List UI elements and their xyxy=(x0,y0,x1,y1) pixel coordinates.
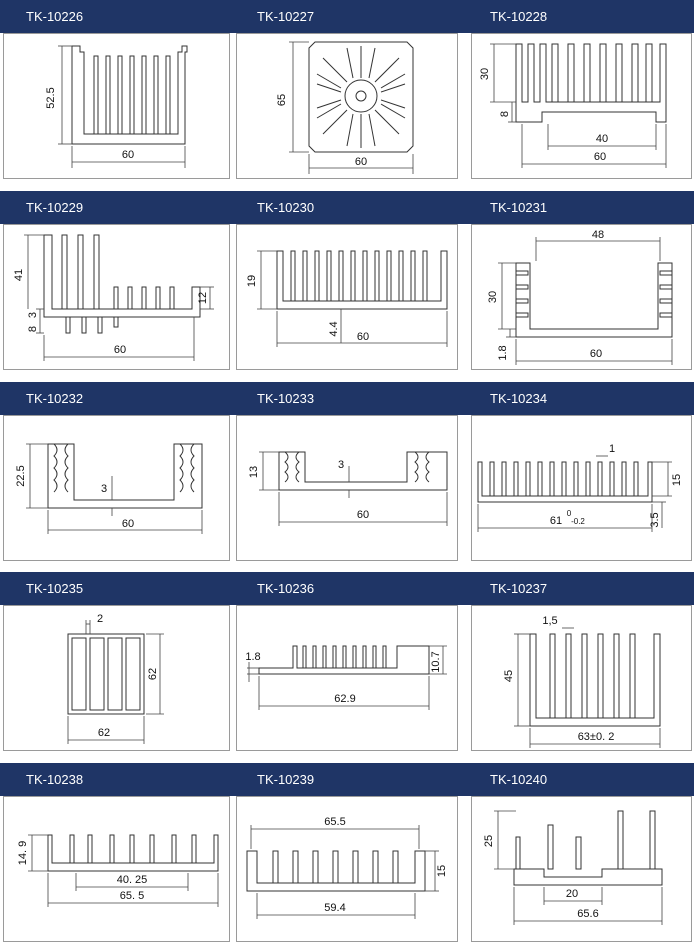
dim-height: 19 xyxy=(246,274,258,288)
dim-base: 8 xyxy=(499,110,511,118)
profile-drawing xyxy=(472,225,691,369)
dim-height: 45 xyxy=(503,669,515,683)
dim-height: 30 xyxy=(487,290,499,304)
profile-drawing xyxy=(4,416,229,560)
profile-panel-tk-10237 xyxy=(471,605,692,751)
dim-base: 3.5 xyxy=(649,512,661,528)
model-title: TK-10235 xyxy=(26,581,84,596)
model-title: TK-10236 xyxy=(257,581,315,596)
model-title: TK-10233 xyxy=(257,391,315,406)
dim-fin-gap: 2 xyxy=(96,613,104,625)
profile-panel-tk-10232 xyxy=(3,415,230,561)
dim-tolerance-upper: 0 xyxy=(566,509,572,518)
dim-inner-width: 40 xyxy=(595,133,609,145)
dim-height: 62 xyxy=(147,667,159,681)
dim-inner-width: 40. 25 xyxy=(116,874,148,886)
model-title: TK-10238 xyxy=(26,772,84,787)
dim-fin-thickness: 1,5 xyxy=(542,615,558,627)
dim-inner-width: 48 xyxy=(591,229,605,241)
dim-base: 1.8 xyxy=(497,345,509,361)
dim-tolerance-lower: -0.2 xyxy=(571,517,585,526)
profile-panel-tk-10229 xyxy=(3,224,230,370)
dim-height: 22.5 xyxy=(15,465,27,487)
dim-base: 4.4 xyxy=(328,321,340,337)
profile-drawing xyxy=(472,797,691,941)
dim-height: 15 xyxy=(436,864,448,878)
profile-panel-tk-10231 xyxy=(471,224,692,370)
model-title: TK-10234 xyxy=(490,391,548,406)
profile-panel-tk-10235 xyxy=(3,605,230,751)
profile-panel-tk-10227 xyxy=(236,33,458,179)
dim-height: 14. 9 xyxy=(17,840,29,866)
row-2-header-band xyxy=(0,191,694,224)
profile-panel-tk-10233 xyxy=(236,415,458,561)
row-5-header-band xyxy=(0,763,694,796)
model-title: TK-10239 xyxy=(257,772,315,787)
model-title: TK-10232 xyxy=(26,391,84,406)
dim-width: 60 xyxy=(354,156,368,168)
dim-base: 3 xyxy=(100,483,108,495)
dim-width: 60 xyxy=(593,151,607,163)
dim-lower: 8 xyxy=(27,325,39,333)
dim-fin-height: 12 xyxy=(197,291,209,305)
dim-top-width: 65.5 xyxy=(324,816,346,828)
profile-drawing xyxy=(472,606,691,750)
profile-panel-tk-10228 xyxy=(471,33,692,179)
profile-drawing xyxy=(472,416,691,560)
dim-width: 61 xyxy=(549,515,563,527)
dim-base: 1.8 xyxy=(245,651,261,663)
dim-inner-width: 20 xyxy=(565,888,579,900)
dim-width: 60 xyxy=(113,344,127,356)
dim-height: 15 xyxy=(671,473,683,487)
profile-drawing xyxy=(237,797,457,941)
model-title: TK-10240 xyxy=(490,772,548,787)
dim-height: 65 xyxy=(276,93,288,107)
profile-drawing xyxy=(4,797,229,941)
dim-width: 65. 5 xyxy=(119,890,145,902)
dim-width: 59.4 xyxy=(324,902,346,914)
profile-panel-tk-10239 xyxy=(236,796,458,942)
profile-drawing xyxy=(237,416,457,560)
dim-width: 60 xyxy=(121,149,135,161)
profile-drawing xyxy=(4,225,229,369)
profile-drawing xyxy=(472,34,691,178)
dim-width: 62 xyxy=(97,727,111,739)
profile-panel-tk-10236 xyxy=(236,605,458,751)
profile-drawing xyxy=(237,225,457,369)
profile-panel-tk-10226 xyxy=(3,33,230,179)
profile-drawing xyxy=(237,606,457,750)
model-title: TK-10231 xyxy=(490,200,548,215)
dim-height: 30 xyxy=(479,67,491,81)
dim-height: 25 xyxy=(483,834,495,848)
dim-width: 60 xyxy=(589,348,603,360)
dim-width: 60 xyxy=(356,331,370,343)
profile-panel-tk-10230 xyxy=(236,224,458,370)
profile-panel-tk-10238 xyxy=(3,796,230,942)
dim-base: 3 xyxy=(27,311,39,319)
dim-width: 65.6 xyxy=(577,908,599,920)
dim-height: 13 xyxy=(248,465,260,479)
dim-fin-gap: 1 xyxy=(608,443,616,455)
row-3-header-band xyxy=(0,382,694,415)
dim-width: 62.9 xyxy=(334,693,356,705)
model-title: TK-10227 xyxy=(257,9,315,24)
model-title: TK-10230 xyxy=(257,200,315,215)
profile-drawing xyxy=(4,606,229,750)
dim-width: 60 xyxy=(121,518,135,530)
profile-panel-tk-10234 xyxy=(471,415,692,561)
row-4-header-band xyxy=(0,572,694,605)
model-title: TK-10228 xyxy=(490,9,548,24)
dim-width: 60 xyxy=(356,509,370,521)
dim-height: 10.7 xyxy=(430,651,442,673)
profile-drawing xyxy=(4,34,229,178)
model-title: TK-10226 xyxy=(26,9,84,24)
profile-panel-tk-10240 xyxy=(471,796,692,942)
row-1-header-band xyxy=(0,0,694,33)
dim-base: 3 xyxy=(337,459,345,471)
dim-width: 63±0. 2 xyxy=(577,731,615,743)
model-title: TK-10229 xyxy=(26,200,84,215)
profile-drawing xyxy=(237,34,457,178)
model-title: TK-10237 xyxy=(490,581,548,596)
dim-height: 41 xyxy=(13,268,25,282)
dim-height: 52.5 xyxy=(45,87,57,109)
